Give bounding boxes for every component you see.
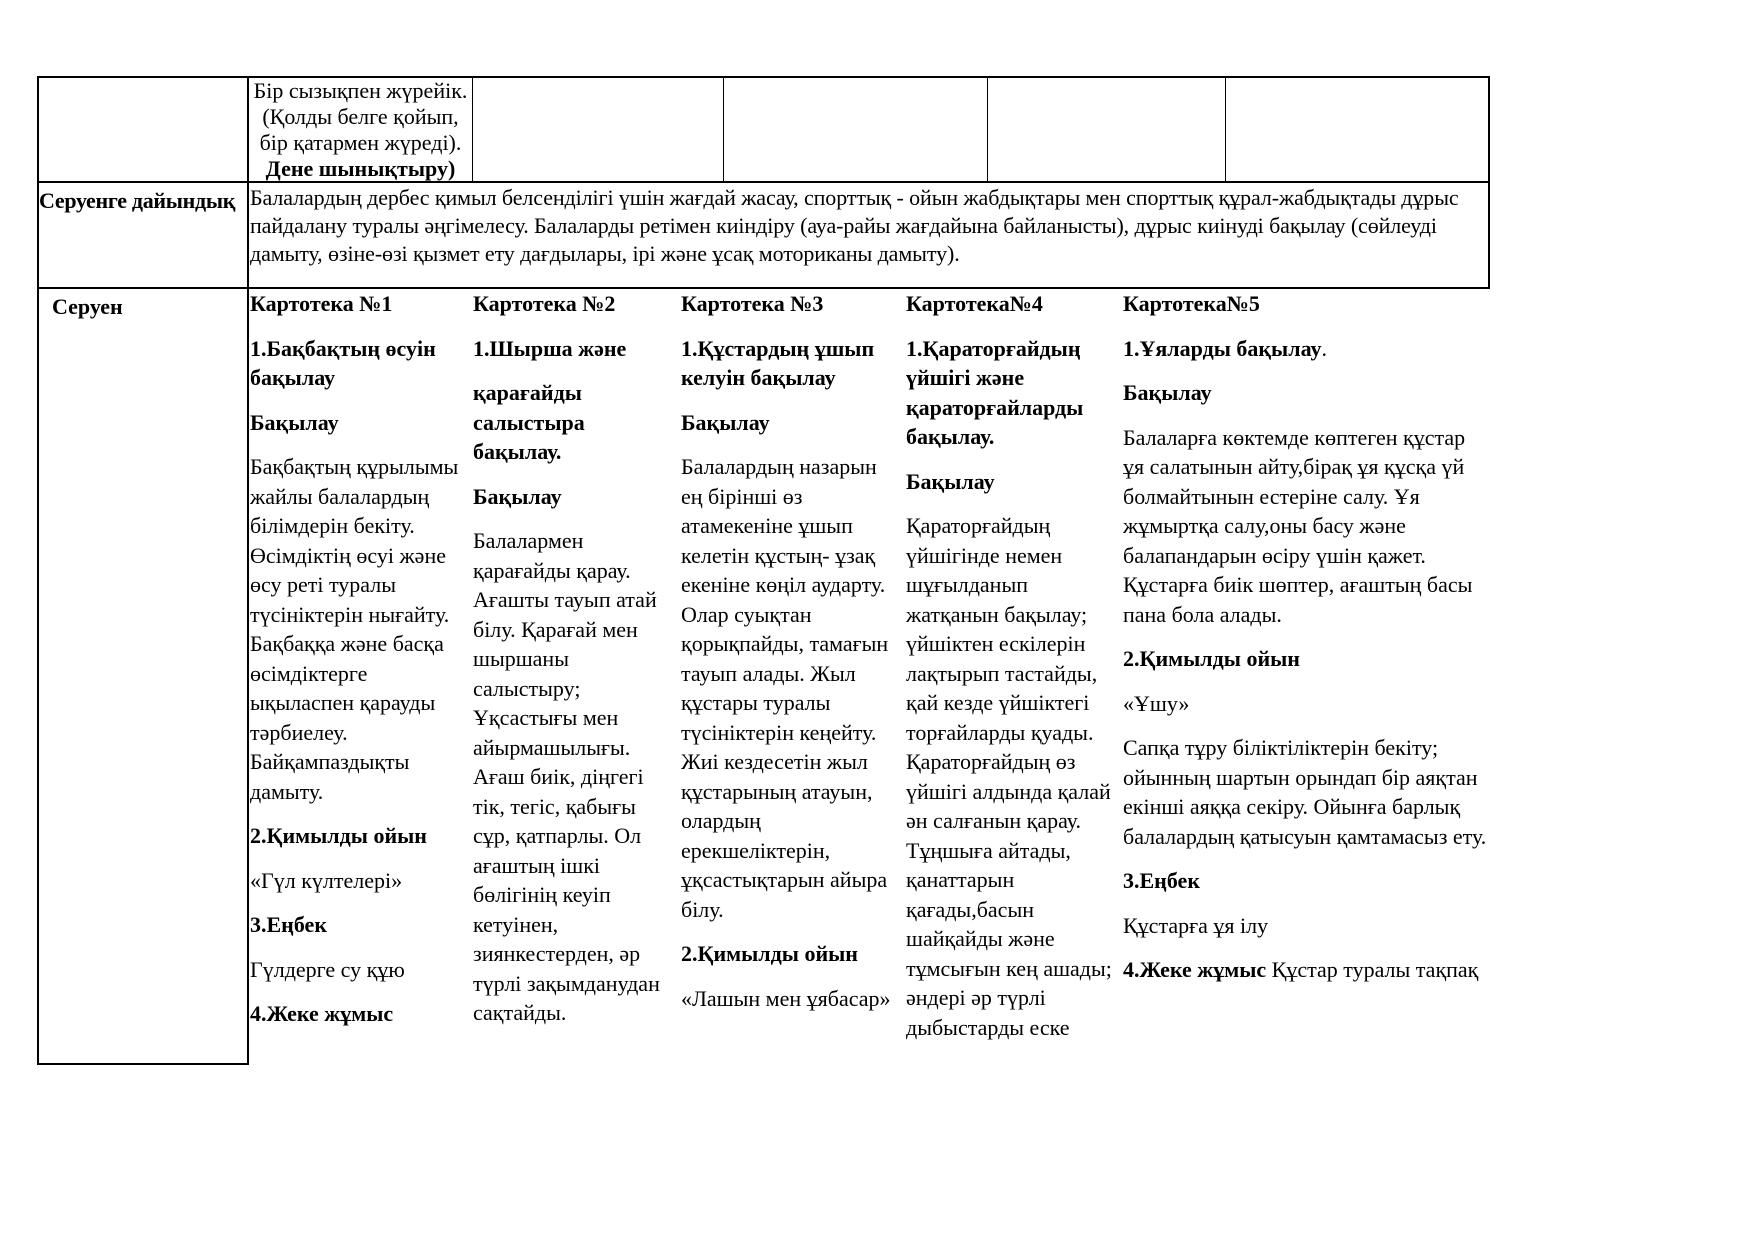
row1-divider-4 [987, 76, 988, 182]
card-3-observation-title: 1.Құстардың ұшып келуін бақылау [681, 335, 875, 390]
row2-description: Балалардың дербес қимыл белсенділігі үшін жағдай жасау, спорттық - ойын жабдықтары мен спорттық құрал-жабдықтады дұрыс пайдалану туралы әңгімелесу. Балаларды ретімен киіндіру (ауа-райы жағдайына байланысты), дұрыс киінуді бақылау (сөйлеуді дамыту, өзіне-өзі қызмет ету дағдылары, ірі және ұсақ моториканы дамыту). [250, 185, 1459, 266]
row1-divider-5 [1225, 76, 1226, 182]
table-border-right [1488, 76, 1490, 289]
walk-card-1 [250, 289, 468, 1044]
row1-divider-2 [472, 76, 473, 182]
card-5-observation-title-dot: . [1321, 335, 1327, 361]
card-1-work-title: 3.Еңбек [250, 912, 327, 937]
card-4-title: Картотека№4 [906, 291, 1043, 316]
card-1-title: Картотека №1 [250, 291, 393, 316]
row1-physical-education-cell [249, 78, 472, 182]
walk-card-4 [906, 289, 1118, 1057]
card-2-observation-label: Бақылау [473, 483, 562, 509]
card-1-observation-title: 1.Бақбақтың өсуін бақылау [250, 335, 436, 390]
card-3-game-name: «Лашын мен ұябасар» [681, 985, 891, 1011]
card-5-game-name: «Ұшу» [1123, 690, 1190, 716]
label-column-divider [247, 76, 249, 1065]
walk-card-5 [1123, 289, 1491, 1000]
row1-line-1: Бір сызықпен жүрейік. [253, 78, 468, 103]
card-5-game-title: 2.Қимылды ойын [1123, 646, 1300, 671]
row1-subject: Дене шынықтыру) [265, 156, 456, 181]
card-4-observation-text: Қараторғайдың үйшігінде немен шұғылданып жатқанын бақылау; үйшіктен ескілерін лақтырып тастайды, қай кезде үйшіктегі торғайларды қуады. Қараторғайдың өз үйшігі алдында қалай ән салғанын қарау. Тұңшыға айтады, қанаттарын қағады,басын шайқайды және тұмсығын кең ашады; әндері әр түрлі дыбыстарды еске [906, 513, 1112, 1040]
card-5-game-text: Сапқа тұру біліктіліктерін бекіту; ойынның шартын орындап бір аяқтан екінші аяққа секіру. Ойынға барлық балалардың қатысуын қамтамасыз ету. [1123, 735, 1487, 849]
card-3-observation-text: Балалардың назарын ең бірінші өз атамекеніне ұшып келетін құстың- ұзақ екеніне көңіл аударту. Олар суықтан қорықпайды, тамағын тауып алады. Жыл құстары туралы түсініктерін кеңейту. Жиі кездесетін жыл құстарының атауын, олардың ерекшеліктерін, ұқсастықтарын айыра білу. [681, 454, 889, 922]
card-5-observation-text: Балаларға көктемде көптеген құстар ұя салатынын айту,бірақ ұя құсқа үй болмайтынын естеріне салу. Ұя жұмыртқа салу,оны басу және балапандарын өсіру үшін қажет. Құстарға биік шөптер, ағаштың басы пана бола алады. [1123, 424, 1473, 627]
card-1-individual-work-title: 4.Жеке жұмыс [250, 1001, 394, 1026]
card-1-work-text: Гүлдерге су құю [250, 956, 405, 982]
card-1-game-title: 2.Қимылды ойын [250, 823, 427, 848]
card-3-observation-label: Бақылау [681, 409, 770, 435]
card-2-title: Картотека №2 [473, 291, 616, 316]
row3-label: Серуен [52, 294, 123, 319]
card-1-game-name: «Гүл күлтелері» [250, 867, 403, 893]
card-1-observation-label: Бақылау [250, 409, 339, 435]
card-3-game-title: 2.Қимылды ойын [681, 941, 858, 966]
card-5-observation-label: Бақылау [1123, 380, 1212, 405]
card-5-work-title: 3.Еңбек [1123, 868, 1200, 893]
card-2-observation-title-1: 1.Шырша және [473, 335, 627, 361]
card-5-individual-work-text: Құстар туралы тақпақ [1266, 957, 1479, 982]
card-1-observation-text: Бақбақтың құрылымы жайлы балалардың білімдерін бекіту. Өсімдіктің өсуі және өсу реті туралы түсініктерін нығайту. Бақбаққа және басқа өсімдіктерге ықыласпен қарауды тәрбиелеу. Байқампаздықты дамыту. [250, 454, 459, 804]
card-2-observation-text: Балалармен қарағайды қарау. Ағашты тауып атай білу. Қарағай мен шыршаны салыстыру; Ұқсастығы мен айырмашылығы. Ағаш биік, діңгегі тік, тегіс, қабығы сұр, қатпарлы. Ол ағаштың ішкі бөлігінің кеуіп кетуінен, зиянкестерден, әр түрлі зақымданудан сақтайды. [473, 528, 660, 1025]
walk-card-3 [681, 289, 899, 1028]
card-5-title: Картотека№5 [1123, 291, 1260, 316]
row1-line-3: бір қатармен жүреді). [259, 130, 462, 155]
row1-line-2: (Қолды белге қойып, [262, 104, 459, 129]
card-3-title: Картотека №3 [681, 291, 824, 316]
row1-divider-3 [723, 76, 724, 182]
card-2-observation-title-2: қарағайды салыстыра бақылау. [473, 380, 585, 464]
card-5-individual-work-title: 4.Жеке жұмыс [1123, 957, 1267, 982]
card-4-observation-label: Бақылау [906, 468, 995, 494]
card-5-observation-title: 1.Ұяларды бақылау [1123, 335, 1322, 361]
walk-card-2 [473, 289, 673, 1043]
table-border-left [37, 76, 39, 1065]
card-4-observation-title: 1.Қараторғайдың үйшігі және қараторғайларды бақылау. [906, 335, 1084, 449]
table-border-bottom [37, 1063, 248, 1065]
row2-label: Серуенге дайындық [39, 188, 236, 213]
card-5-work-text: Құстарға ұя ілу [1123, 912, 1269, 938]
